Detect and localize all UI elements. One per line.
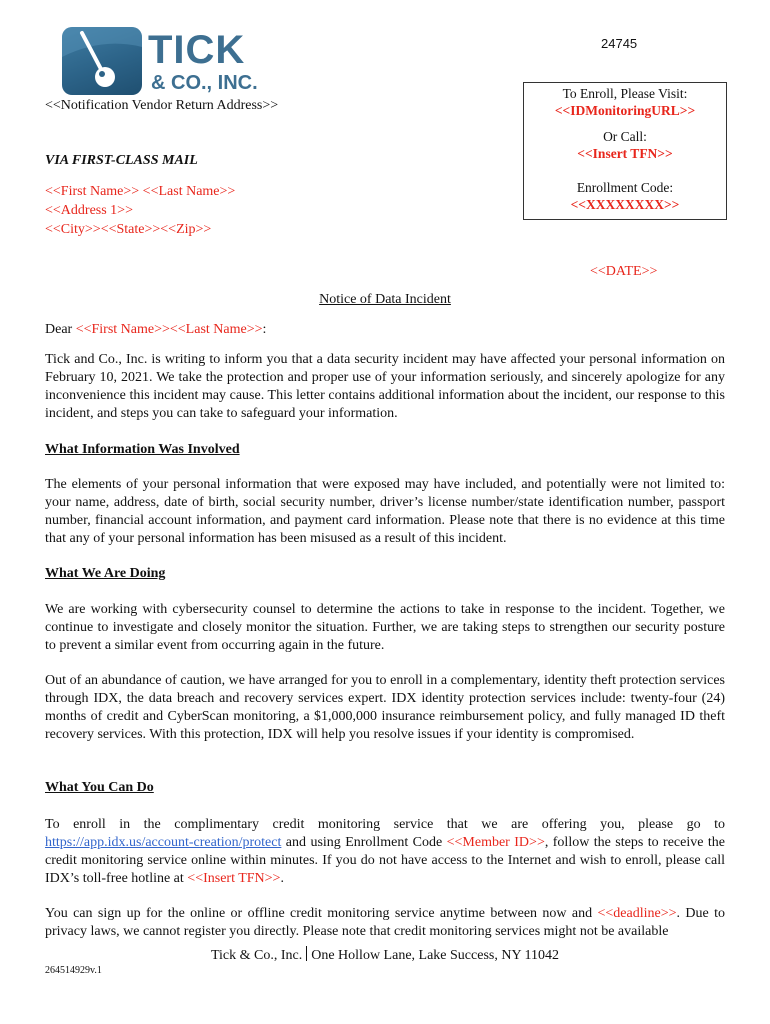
can-do-text-c: , follow the steps to receive the credit monitoring service online within minutes. If you do not have access to the Internet and wish to enroll, please call IDX’s toll-free hotline at bbox=[45, 835, 725, 886]
paragraph-info-involved: The elements of your personal information that were exposed may have included, and potentially were not limited to: your name, address, date of birth, social security number, driver’s license number/state identification number, passport number, financial account information, and payment card information. Please note that there is no evidence at this time that any of your personal information has been misused as a result of this incident. bbox=[45, 477, 725, 546]
enroll-code-label: Enrollment Code: bbox=[576, 180, 674, 195]
tfn-placeholder: <<Insert TFN>> bbox=[187, 871, 281, 886]
return-address: <<Notification Vendor Return Address>> bbox=[45, 98, 279, 113]
tick-logo-icon bbox=[62, 27, 142, 95]
member-id-placeholder: <<Member ID>> bbox=[446, 835, 545, 850]
logo-subname: & CO., INC. bbox=[151, 72, 258, 94]
paragraph-can-do-1 bbox=[45, 816, 725, 888]
page-footer bbox=[0, 946, 770, 964]
document-number: 24745 bbox=[601, 36, 638, 51]
intro-paragraph: Tick and Co., Inc. is writing to inform you that a data security incident may have affected your personal information on February 10, 2021. We take the protection and proper use of your information seriously, and sincerely apologize for any inconvenience this incident may cause. This letter contains additional information about the incident, our response to this incident, and steps you can take to safeguard your information. bbox=[45, 352, 725, 421]
recipient-city-line: <<City>><<State>><<Zip>> bbox=[45, 222, 212, 237]
can-do-2-text-a: You can sign up for the online or offline credit monitoring service anytime between now and bbox=[45, 906, 598, 921]
idx-enroll-link[interactable]: https://app.idx.us/account-creation/protect bbox=[45, 835, 282, 850]
recipient-name-line: <<First Name>> <<Last Name>> bbox=[45, 184, 236, 199]
enroll-code: <<XXXXXXXX>> bbox=[570, 197, 680, 212]
heading-what-we-are-doing: What We Are Doing bbox=[45, 566, 166, 581]
enroll-tfn: <<Insert TFN>> bbox=[577, 146, 673, 161]
recipient-address-line: <<Address 1>> bbox=[45, 203, 133, 218]
letter-date: <<DATE>> bbox=[590, 264, 658, 279]
enroll-url: <<IDMonitoringURL>> bbox=[554, 103, 696, 118]
can-do-2-text-b: . Due to privacy laws, we cannot register you directly. Please note that credit monitoring services might not be available bbox=[45, 906, 725, 939]
can-do-text-a: To enroll in the complimentary credit monitoring service that we are offering you, please go to bbox=[45, 817, 725, 832]
recipient-address bbox=[45, 182, 235, 239]
enroll-call-label: Or Call: bbox=[603, 129, 647, 144]
company-logo-mark bbox=[62, 27, 142, 95]
heading-info-involved: What Information Was Involved bbox=[45, 442, 240, 457]
deadline-placeholder: <<deadline>> bbox=[597, 906, 677, 921]
footer-company: Tick & Co., Inc. bbox=[210, 948, 303, 963]
salutation bbox=[45, 322, 266, 338]
document-version: 264514929v.1 bbox=[45, 965, 102, 976]
enrollment-box bbox=[523, 82, 727, 220]
salutation-name: <<First Name>><<Last Name>> bbox=[75, 322, 263, 337]
heading-what-you-can-do: What You Can Do bbox=[45, 780, 154, 795]
footer-divider bbox=[306, 946, 307, 961]
footer-address: One Hollow Lane, Lake Success, NY 11042 bbox=[311, 948, 560, 963]
page-title: Notice of Data Incident bbox=[319, 292, 451, 307]
can-do-text-d: . bbox=[280, 871, 284, 886]
paragraph-doing-1: We are working with cybersecurity counsel to determine the actions to take in response to the incident. Together, we continue to investigate and closely monitor the situation. Further, we are taking steps to strengthen our security posture to prevent a similar event from occurring again in the future. bbox=[45, 602, 725, 653]
can-do-text-b: and using Enrollment Code bbox=[281, 835, 447, 850]
paragraph-can-do-2 bbox=[45, 905, 725, 941]
salutation-colon: : bbox=[262, 322, 267, 337]
enroll-visit-label: To Enroll, Please Visit: bbox=[562, 86, 688, 101]
salutation-dear: Dear bbox=[45, 322, 73, 337]
paragraph-doing-2: Out of an abundance of caution, we have arranged for you to enroll in a complementary, identity theft protection services through IDX, the data breach and recovery services expert. IDX identity protection services include: twenty-four (24) months of credit and CyberScan monitoring, a $1,000,000 insurance reimbursement policy, and fully managed ID theft recovery services. With this protection, IDX will help you resolve issues if your identity is compromised. bbox=[45, 673, 725, 742]
logo-name: TICK bbox=[148, 28, 246, 72]
mail-method: VIA FIRST-CLASS MAIL bbox=[45, 153, 198, 168]
